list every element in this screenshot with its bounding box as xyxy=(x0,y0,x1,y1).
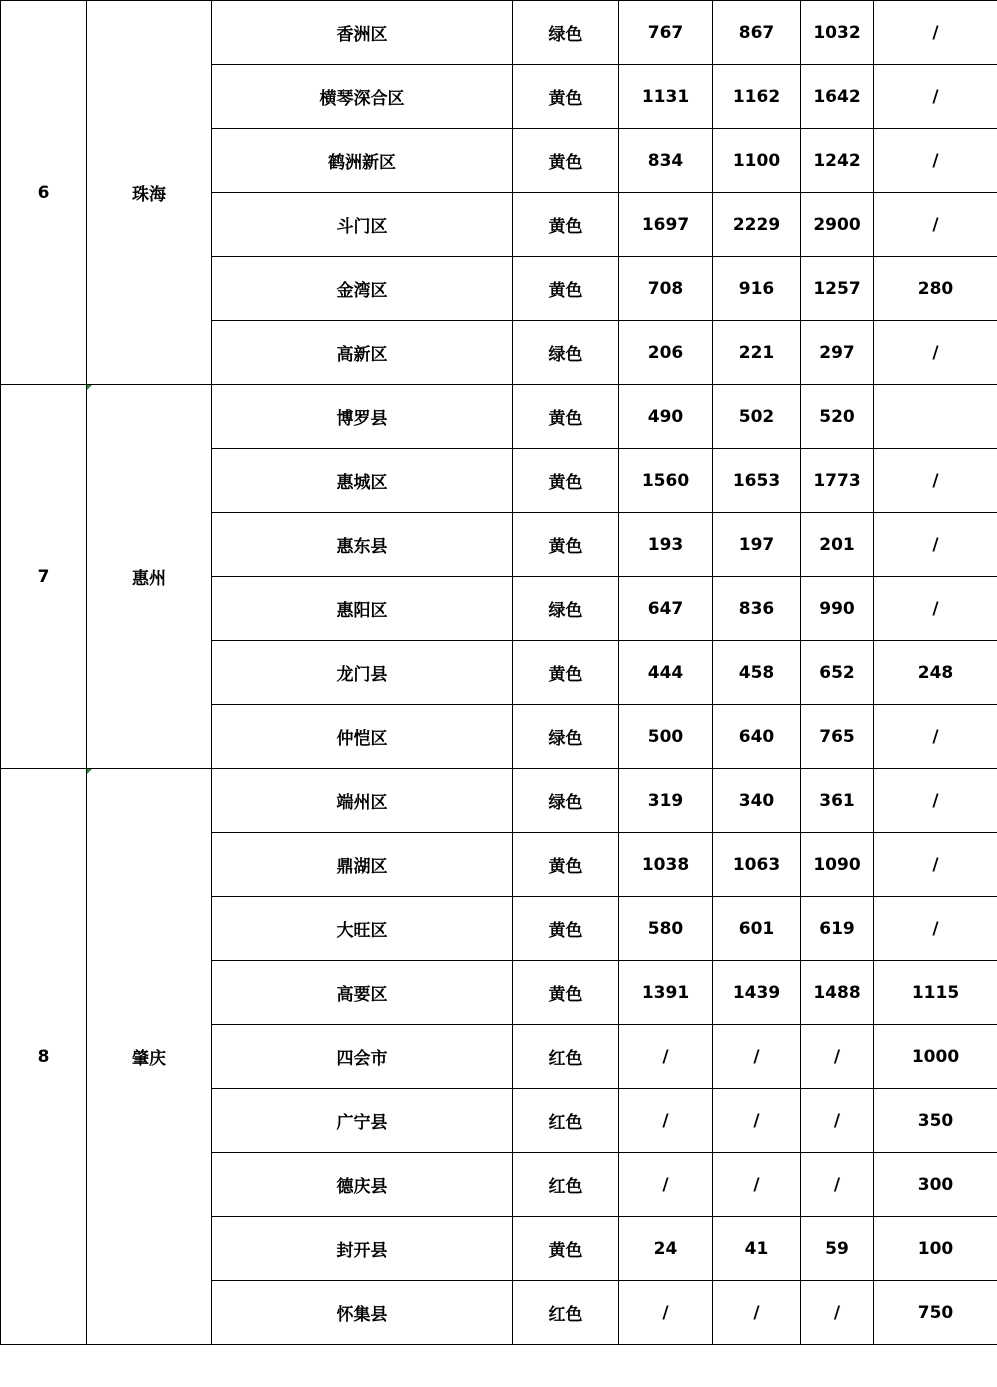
value-cell-4: / xyxy=(874,769,997,833)
color-level-cell: 黄色 xyxy=(513,1217,619,1281)
value-cell-4: / xyxy=(874,449,997,513)
value-cell-4: 300 xyxy=(874,1153,997,1217)
value-cell-2: 1653 xyxy=(713,449,801,513)
color-level-cell: 黄色 xyxy=(513,961,619,1025)
value-cell-2: 2229 xyxy=(713,193,801,257)
value-cell-3: / xyxy=(801,1281,874,1345)
value-cell-1: / xyxy=(619,1281,713,1345)
value-cell-1: / xyxy=(619,1025,713,1089)
value-cell-1: 1697 xyxy=(619,193,713,257)
value-cell-2: 41 xyxy=(713,1217,801,1281)
district-cell: 惠城区 xyxy=(212,449,513,513)
group-index-cell: 7 xyxy=(1,385,87,769)
value-cell-1: 24 xyxy=(619,1217,713,1281)
value-cell-2: / xyxy=(713,1281,801,1345)
value-cell-4: / xyxy=(874,577,997,641)
district-cell: 金湾区 xyxy=(212,257,513,321)
value-cell-4: / xyxy=(874,833,997,897)
value-cell-2: 502 xyxy=(713,385,801,449)
value-cell-4: / xyxy=(874,321,997,385)
value-cell-3: 2900 xyxy=(801,193,874,257)
value-cell-2: 1100 xyxy=(713,129,801,193)
color-level-cell: 黄色 xyxy=(513,129,619,193)
value-cell-3: 297 xyxy=(801,321,874,385)
cell-corner-marker xyxy=(87,769,92,774)
value-cell-2: 458 xyxy=(713,641,801,705)
color-level-cell: 绿色 xyxy=(513,769,619,833)
value-cell-4: / xyxy=(874,897,997,961)
value-cell-2: 1063 xyxy=(713,833,801,897)
value-cell-1: 206 xyxy=(619,321,713,385)
value-cell-3: 765 xyxy=(801,705,874,769)
value-cell-4: / xyxy=(874,705,997,769)
color-level-cell: 黄色 xyxy=(513,449,619,513)
value-cell-3: / xyxy=(801,1089,874,1153)
district-cell: 怀集县 xyxy=(212,1281,513,1345)
value-cell-2: 836 xyxy=(713,577,801,641)
value-cell-1: 580 xyxy=(619,897,713,961)
value-cell-4: / xyxy=(874,513,997,577)
value-cell-1: 708 xyxy=(619,257,713,321)
district-cell: 横琴深合区 xyxy=(212,65,513,129)
group-index-cell: 8 xyxy=(1,769,87,1345)
district-cell: 斗门区 xyxy=(212,193,513,257)
color-level-cell: 绿色 xyxy=(513,321,619,385)
city-name: 肇庆 xyxy=(132,1049,166,1069)
value-cell-2: 867 xyxy=(713,1,801,65)
value-cell-1: 834 xyxy=(619,129,713,193)
value-cell-1: 1391 xyxy=(619,961,713,1025)
value-cell-4: 350 xyxy=(874,1089,997,1153)
district-cell: 大旺区 xyxy=(212,897,513,961)
value-cell-3: 1642 xyxy=(801,65,874,129)
value-cell-4: 1000 xyxy=(874,1025,997,1089)
value-cell-2: / xyxy=(713,1089,801,1153)
value-cell-3: / xyxy=(801,1025,874,1089)
value-cell-1: 193 xyxy=(619,513,713,577)
value-cell-3: 201 xyxy=(801,513,874,577)
color-level-cell: 绿色 xyxy=(513,577,619,641)
city-name: 珠海 xyxy=(132,185,166,205)
city-cell xyxy=(87,769,212,1345)
district-cell: 广宁县 xyxy=(212,1089,513,1153)
value-cell-3: / xyxy=(801,1153,874,1217)
district-cell: 鹤洲新区 xyxy=(212,129,513,193)
value-cell-3: 990 xyxy=(801,577,874,641)
district-cell: 德庆县 xyxy=(212,1153,513,1217)
color-level-cell: 黄色 xyxy=(513,193,619,257)
city-cell xyxy=(87,385,212,769)
color-level-cell: 绿色 xyxy=(513,705,619,769)
color-level-cell: 红色 xyxy=(513,1153,619,1217)
value-cell-4: / xyxy=(874,65,997,129)
value-cell-1: 647 xyxy=(619,577,713,641)
district-cell: 香洲区 xyxy=(212,1,513,65)
value-cell-1: 1038 xyxy=(619,833,713,897)
value-cell-2: / xyxy=(713,1153,801,1217)
district-cell: 惠东县 xyxy=(212,513,513,577)
district-cell: 龙门县 xyxy=(212,641,513,705)
value-cell-3: 619 xyxy=(801,897,874,961)
district-cell: 端州区 xyxy=(212,769,513,833)
value-cell-4: / xyxy=(874,1,997,65)
table-row xyxy=(1,385,997,449)
value-cell-3: 361 xyxy=(801,769,874,833)
cell-corner-marker xyxy=(87,385,92,390)
value-cell-3: 1257 xyxy=(801,257,874,321)
value-cell-2: 1439 xyxy=(713,961,801,1025)
district-cell: 鼎湖区 xyxy=(212,833,513,897)
group-index-cell: 6 xyxy=(1,1,87,385)
city-cell xyxy=(87,1,212,385)
value-cell-3: 1773 xyxy=(801,449,874,513)
value-cell-3: 1090 xyxy=(801,833,874,897)
value-cell-4: 100 xyxy=(874,1217,997,1281)
color-level-cell: 黄色 xyxy=(513,641,619,705)
value-cell-4: / xyxy=(874,193,997,257)
district-cell: 四会市 xyxy=(212,1025,513,1089)
color-level-cell: 红色 xyxy=(513,1281,619,1345)
value-cell-2: 916 xyxy=(713,257,801,321)
table-row xyxy=(1,769,997,833)
district-cell: 封开县 xyxy=(212,1217,513,1281)
value-cell-4: 750 xyxy=(874,1281,997,1345)
color-level-cell: 黄色 xyxy=(513,385,619,449)
value-cell-1: / xyxy=(619,1089,713,1153)
value-cell-2: 221 xyxy=(713,321,801,385)
value-cell-1: 319 xyxy=(619,769,713,833)
value-cell-3: 520 xyxy=(801,385,874,449)
city-name: 惠州 xyxy=(132,569,166,589)
district-cell: 博罗县 xyxy=(212,385,513,449)
color-level-cell: 黄色 xyxy=(513,833,619,897)
table-row xyxy=(1,1,997,65)
district-cell: 高要区 xyxy=(212,961,513,1025)
color-level-cell: 黄色 xyxy=(513,897,619,961)
value-cell-4: / xyxy=(874,129,997,193)
color-level-cell: 黄色 xyxy=(513,65,619,129)
value-cell-2: 601 xyxy=(713,897,801,961)
value-cell-1: / xyxy=(619,1153,713,1217)
value-cell-1: 444 xyxy=(619,641,713,705)
value-cell-1: 767 xyxy=(619,1,713,65)
district-cell: 高新区 xyxy=(212,321,513,385)
value-cell-3: 652 xyxy=(801,641,874,705)
color-level-cell: 黄色 xyxy=(513,513,619,577)
value-cell-2: 197 xyxy=(713,513,801,577)
value-cell-4: 280 xyxy=(874,257,997,321)
value-cell-2: 640 xyxy=(713,705,801,769)
value-cell-2: 1162 xyxy=(713,65,801,129)
value-cell-2: 340 xyxy=(713,769,801,833)
value-cell-1: 490 xyxy=(619,385,713,449)
value-cell-4 xyxy=(874,385,997,449)
value-cell-1: 500 xyxy=(619,705,713,769)
value-cell-3: 59 xyxy=(801,1217,874,1281)
value-cell-4: 248 xyxy=(874,641,997,705)
value-cell-3: 1032 xyxy=(801,1,874,65)
value-cell-4: 1115 xyxy=(874,961,997,1025)
value-cell-1: 1131 xyxy=(619,65,713,129)
district-cell: 仲恺区 xyxy=(212,705,513,769)
color-level-cell: 绿色 xyxy=(513,1,619,65)
district-cell: 惠阳区 xyxy=(212,577,513,641)
value-cell-3: 1242 xyxy=(801,129,874,193)
color-level-cell: 红色 xyxy=(513,1089,619,1153)
color-level-cell: 红色 xyxy=(513,1025,619,1089)
color-level-cell: 黄色 xyxy=(513,257,619,321)
value-cell-1: 1560 xyxy=(619,449,713,513)
value-cell-3: 1488 xyxy=(801,961,874,1025)
value-cell-2: / xyxy=(713,1025,801,1089)
